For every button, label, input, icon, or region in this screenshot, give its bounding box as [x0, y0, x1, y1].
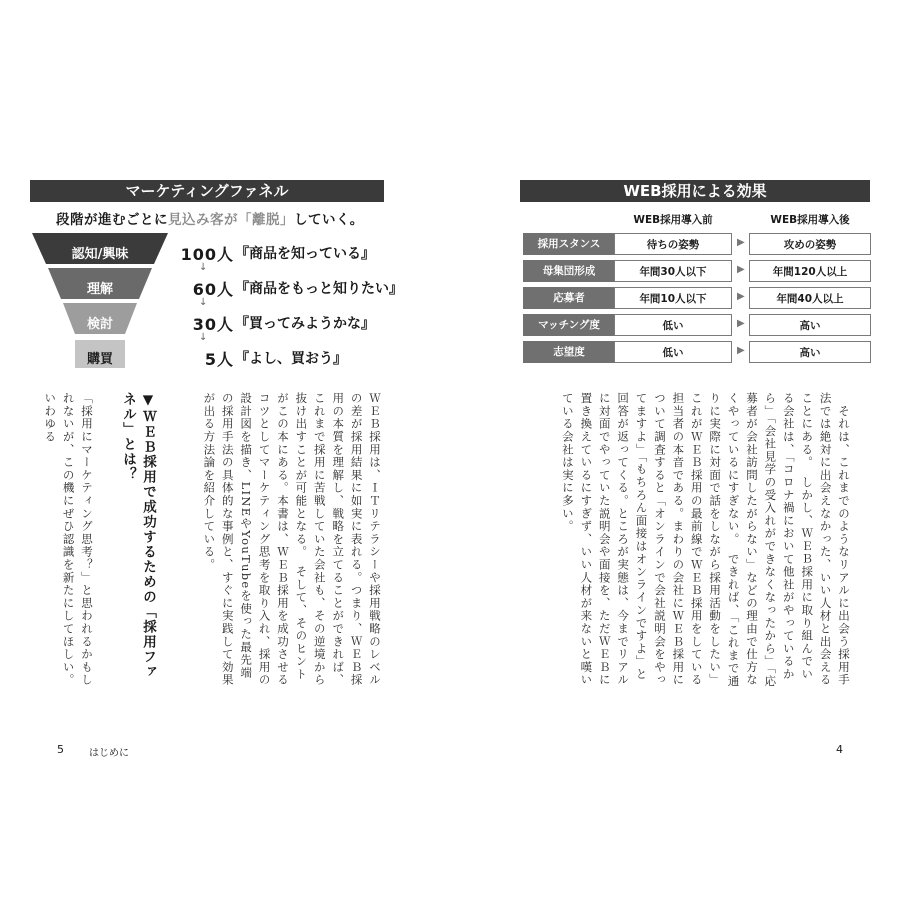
- subtitle-highlight: 見込み客が「離脱」: [168, 212, 294, 228]
- arrow-down-icon: ↓: [199, 297, 208, 308]
- funnel-count: 60人: [192, 280, 234, 299]
- funnel-stage-label: 認知/興味: [71, 247, 129, 262]
- funnel-stage-label: 検討: [86, 317, 113, 332]
- cell-before: 年間30人以下: [614, 260, 732, 282]
- row-label: マッチング度: [523, 314, 615, 336]
- cell-before: 年間10人以下: [614, 287, 732, 309]
- row-label: 志望度: [523, 341, 615, 363]
- funnel-section-title: マーケティングファネル: [30, 180, 384, 202]
- funnel-quote: 『商品をもっと知りたい』: [235, 281, 403, 297]
- subtitle-pre: 段階が進むごとに: [56, 212, 168, 228]
- arrow-down-icon: ↓: [199, 332, 208, 343]
- funnel-count: 30人: [192, 315, 234, 334]
- body-text: ＷＥＢ採用は、ＩＴリテラシーや採用戦略のレベルの差が採用結果に如実に表れる。つまり、ＷＥＢ採用の本質を理解し、戦略を立てることができれば、これまで採用に苦戦していた会社も、その逆境から抜け出すことが可能となる。 そして、そのヒントがこの本にある。本書は、ＷＥＢ採用を成功させるコツとしてマーケティング思考を取り入れ、採用の設計図を描き、LINEやYouTubeを使った最先端の採用手法の具体的な事例と、すぐに実践して効果が出る方法論を紹介している。: [202, 392, 382, 687]
- cell-after: 年間40人以上: [749, 287, 871, 309]
- row-label: 採用スタンス: [523, 233, 615, 255]
- cell-after: 高い: [749, 314, 871, 336]
- arrow-right-icon: ▶: [737, 264, 745, 275]
- arrow-right-icon: ▶: [737, 345, 745, 356]
- funnel-stage-label: 購買: [86, 352, 113, 367]
- arrow-right-icon: ▶: [737, 318, 745, 329]
- arrow-down-icon: ↓: [199, 262, 208, 273]
- funnel-quote: 『商品を知っている』: [235, 246, 375, 262]
- cell-before: 低い: [614, 314, 732, 336]
- effect-section-title: WEB採用による効果: [520, 180, 870, 202]
- page-number: 5: [57, 743, 64, 756]
- funnel-quote: 『よし、買おう』: [235, 351, 347, 367]
- running-head: はじめに: [89, 748, 129, 759]
- funnel-count: 5人: [204, 350, 234, 369]
- page-number: 4: [836, 743, 843, 756]
- row-label: 母集団形成: [523, 260, 615, 282]
- section-heading: ▼ＷＥＢ採用で成功するための「採用ファネル」とは？: [120, 392, 156, 680]
- cell-after: 高い: [749, 341, 871, 363]
- row-label: 応募者: [523, 287, 615, 309]
- funnel-stage-label: 理解: [86, 282, 113, 297]
- arrow-right-icon: ▶: [737, 237, 745, 248]
- funnel-count: 100人: [180, 245, 234, 264]
- column-header-after: WEB採用導入後: [770, 214, 850, 226]
- subtitle-post: していく。: [294, 212, 364, 228]
- column-header-before: WEB採用導入前: [633, 214, 713, 226]
- funnel-subtitle: [56, 208, 364, 228]
- arrow-right-icon: ▶: [737, 291, 745, 302]
- cell-before: 低い: [614, 341, 732, 363]
- cell-after: 年間120人以上: [749, 260, 871, 282]
- right-body-text: それは、これまでのようなリアルに出会う採用手法では絶対に出会えなかった、いい人材と出会えることにある。 しかし、ＷＥＢ採用に取り組んでいる会社は、「コロナ禍において他社がやっているから」「会社見学の受入れができなくなったから」「応募者が会社訪問したがらない」などの理由で仕方なくやっているにすぎない。 できれば、「これまで通りに実際に対面で話をしながら採用活動をしたい」これがＷＥＢ採用の最前線でＷＥＢ採用をしている担当者の本音である。まわりの会社にＷＥＢ採用について調査すると「オンラインで会社説明会をやってますよ」「もちろん面接はオンラインですよ」と回答が返ってくる。ところが実態は、今までリアルに対面でやっていた説明会や面接を、ただＷＥＢに置き換えているにすぎず、いい人材が来ないと嘆いている会社は実に多い。: [560, 392, 851, 688]
- cell-before: 待ちの姿勢: [614, 233, 732, 255]
- funnel-quote: 『買ってみようかな』: [235, 316, 375, 332]
- cell-after: 攻めの姿勢: [749, 233, 871, 255]
- body-text-continued: 「採用にマーケティング思考？」と思われるかもしれないが、この機にぜひ認識を新たにしてほしい。いわゆる: [43, 392, 94, 687]
